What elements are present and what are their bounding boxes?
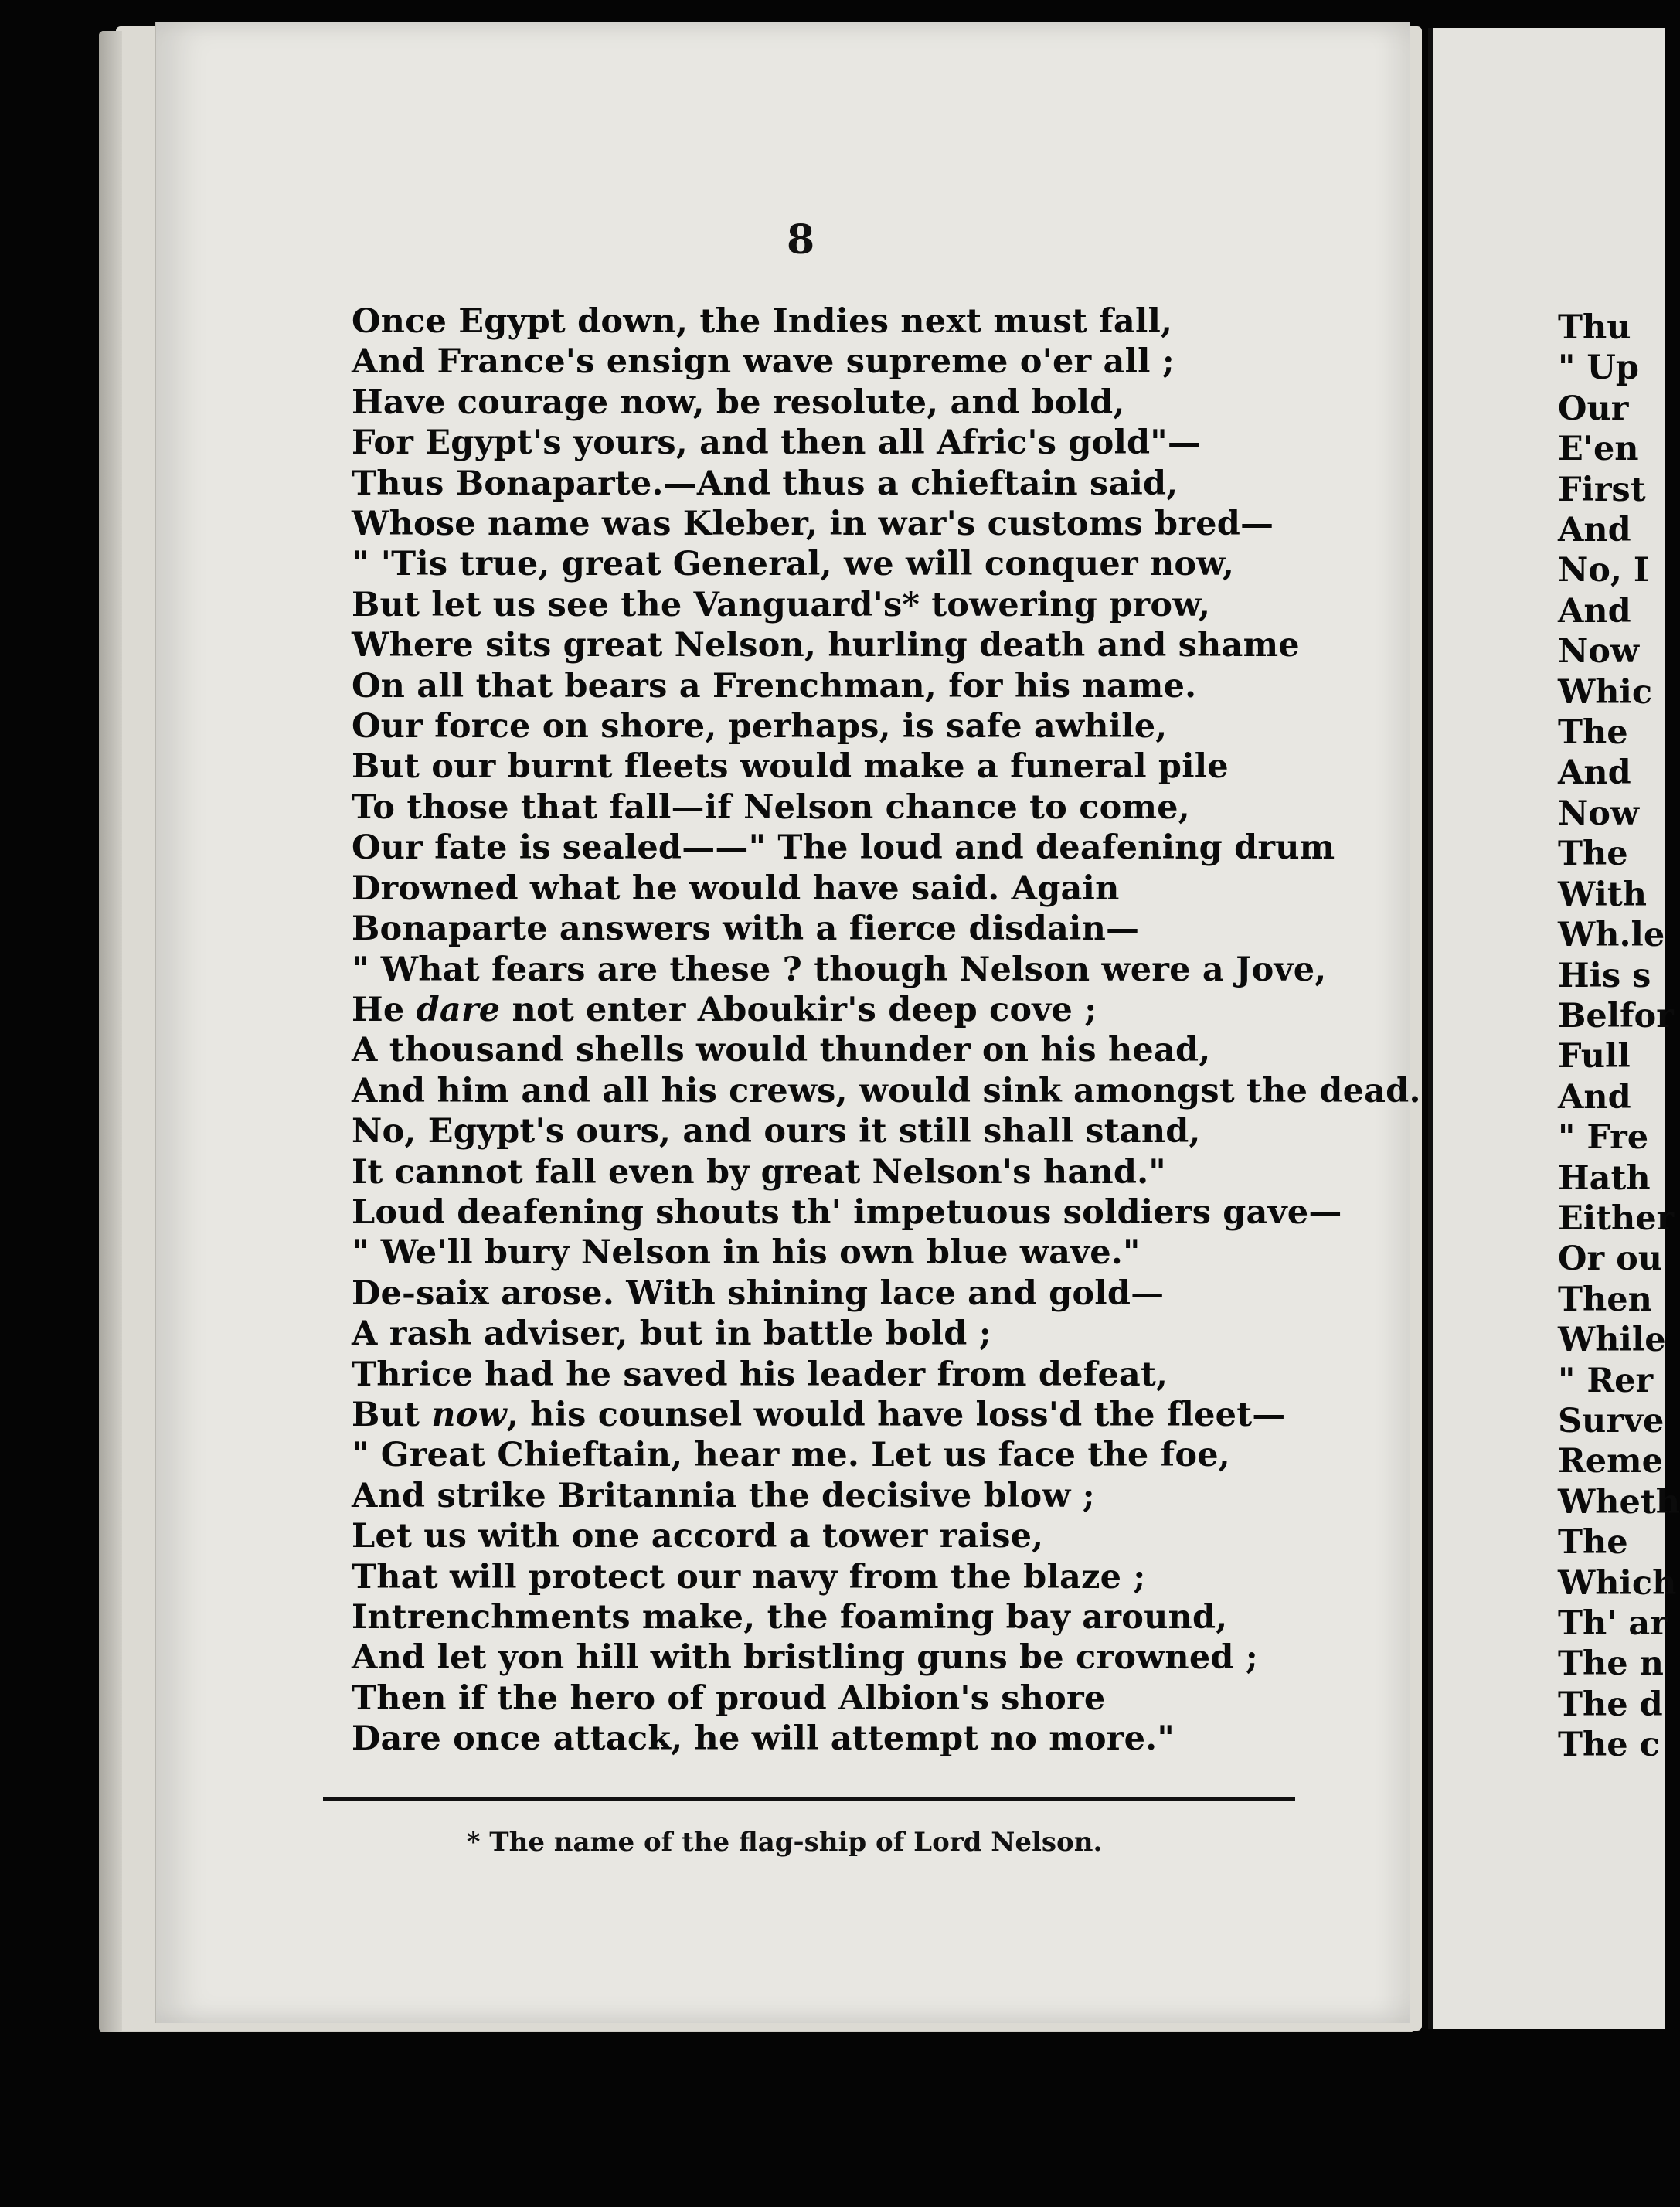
right-page-line-fragment: Now — [1558, 632, 1640, 672]
right-page-line-fragment: Reme — [1558, 1442, 1663, 1481]
poem-line: And him and all his crews, would sink amongst the dead. — [352, 1071, 1421, 1110]
right-page-line-fragment: Full — [1558, 1037, 1631, 1076]
right-page-line-fragment: Thu — [1558, 308, 1631, 347]
emphasized-word: dare — [416, 990, 501, 1029]
right-page-line-fragment: And — [1558, 753, 1631, 793]
poem-line: Where sits great Nelson, hurling death and shame — [352, 626, 1300, 665]
right-page-line-fragment: Our — [1558, 389, 1629, 428]
poem-line: And let yon hill with bristling guns be crowned ; — [352, 1638, 1258, 1678]
right-page-line-fragment: Now — [1558, 794, 1640, 833]
poem-line: And strike Britannia the decisive blow ; — [352, 1476, 1095, 1515]
poem-line: Let us with one accord a tower raise, — [352, 1517, 1044, 1556]
poem-line: But let us see the Vanguard's* towering prow, — [352, 585, 1211, 624]
right-page-line-fragment: The — [1558, 835, 1628, 874]
poem-line: " 'Tis true, great General, we will conquer now, — [352, 545, 1235, 584]
right-page-line-fragment: And — [1558, 511, 1631, 550]
poem-line: " Great Chieftain, hear me. Let us face the foe, — [352, 1436, 1230, 1475]
poem-line: A rash adviser, but in battle bold ; — [352, 1314, 991, 1354]
poem-line: Then if the hero of proud Albion's shore — [352, 1678, 1106, 1718]
poem-line: No, Egypt's ours, and ours it still shall stand, — [352, 1112, 1201, 1151]
right-page-line-fragment: While — [1558, 1321, 1666, 1360]
poem-line: For Egypt's yours, and then all Afric's gold"— — [352, 423, 1202, 463]
right-page-line-fragment: No, I — [1558, 551, 1650, 590]
right-page-line-fragment: The — [1558, 713, 1628, 753]
right-page-line-fragment: And — [1558, 591, 1631, 631]
right-page-line-fragment: Th' ar — [1558, 1604, 1668, 1643]
poem-line: Thus Bonaparte.—And thus a chieftain said, — [352, 464, 1178, 503]
right-page-line-fragment: " Rer — [1558, 1361, 1654, 1400]
poem-line: Once Egypt down, the Indies next must fall, — [352, 302, 1173, 341]
right-page-line-fragment: " Fre — [1558, 1118, 1649, 1158]
poem-text — [352, 301, 1421, 1760]
poem-line: Bonaparte answers with a fierce disdain— — [352, 910, 1140, 949]
poem-line: That will protect our navy from the blaze ; — [352, 1557, 1146, 1597]
poem-line: On all that bears a Frenchman, for his name. — [352, 666, 1197, 706]
poem-line: " What fears are these ? though Nelson were a Jove, — [352, 950, 1327, 989]
poem-line: Dare once attack, he will attempt no more." — [352, 1719, 1175, 1759]
binding-shadow — [99, 31, 122, 2032]
right-page-line-fragment: Or ou — [1558, 1240, 1663, 1279]
right-page-line-fragment: Wh.le — [1558, 916, 1665, 955]
footnote-rule — [323, 1797, 1295, 1801]
poem-line: Intrenchments make, the foaming bay around, — [352, 1598, 1228, 1637]
right-page-line-fragment: The n — [1558, 1644, 1664, 1684]
emphasized-word: now — [431, 1395, 507, 1434]
right-page-line-fragment: The c — [1558, 1726, 1660, 1765]
right-page-line-fragment: Whic — [1558, 672, 1653, 712]
right-page-line-fragment: And — [1558, 1077, 1631, 1117]
page-number: 8 — [787, 216, 815, 264]
poem-line: To those that fall—if Nelson chance to come, — [352, 787, 1190, 827]
right-page-line-fragment: Hath — [1558, 1158, 1651, 1198]
right-page-line-fragment: Then — [1558, 1280, 1652, 1319]
right-page-line-fragment: E'en — [1558, 430, 1639, 469]
scan-border — [0, 2040, 1651, 2207]
poem-line: De-saix arose. With shining lace and gold— — [352, 1274, 1165, 1313]
right-page-line-fragment: " Up — [1558, 349, 1639, 388]
poem-line: " We'll bury Nelson in his own blue wave." — [352, 1233, 1141, 1273]
right-page-line-fragment: Which — [1558, 1563, 1677, 1603]
right-page-line-fragment: Belfor — [1558, 996, 1674, 1035]
poem-line: But now, his counsel would have loss'd the fleet— — [352, 1395, 1286, 1434]
poem-line: Drowned what he would have said. Again — [352, 869, 1120, 908]
poem-line: Thrice had he saved his leader from defeat, — [352, 1355, 1168, 1394]
right-page-text — [1558, 308, 1680, 1766]
right-page-line-fragment: Surve — [1558, 1401, 1665, 1440]
poem-line: But our burnt fleets would make a funeral pile — [352, 747, 1229, 787]
poem-line: Our fate is sealed——" The loud and deafening drum — [352, 828, 1335, 868]
poem-line: Have courage now, be resolute, and bold, — [352, 383, 1125, 422]
right-page-line-fragment: Wheth — [1558, 1482, 1680, 1522]
poem-line: Loud deafening shouts th' impetuous soldiers gave— — [352, 1192, 1342, 1232]
poem-line: A thousand shells would thunder on his head, — [352, 1031, 1211, 1070]
poem-line: Our force on shore, perhaps, is safe awhile, — [352, 707, 1168, 746]
right-page-line-fragment: First — [1558, 470, 1646, 509]
right-page-line-fragment: With — [1558, 875, 1647, 914]
right-page-line-fragment: Either — [1558, 1199, 1675, 1238]
right-page-line-fragment: The — [1558, 1523, 1628, 1563]
footnote: * The name of the flag-ship of Lord Nelson. — [466, 1827, 1103, 1858]
right-page-line-fragment: The d — [1558, 1685, 1663, 1724]
right-page-line-fragment: His s — [1558, 956, 1651, 995]
poem-line: It cannot fall even by great Nelson's hand." — [352, 1152, 1166, 1192]
poem-line: He dare not enter Aboukir's deep cove ; — [352, 990, 1097, 1029]
poem-line: And France's ensign wave supreme o'er all ; — [352, 342, 1175, 382]
poem-line: Whose name was Kleber, in war's customs bred— — [352, 505, 1274, 544]
